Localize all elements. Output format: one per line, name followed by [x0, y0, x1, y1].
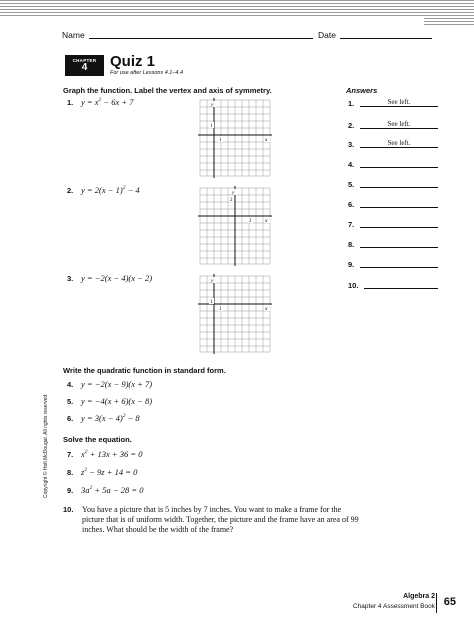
problem-4: 4. y = −2(x − 9)(x + 7)	[67, 379, 153, 389]
page-title: Quiz 1	[110, 53, 156, 70]
footer-course: Algebra 2	[403, 593, 435, 600]
answer-row-1[interactable]: 1. See left.	[348, 96, 448, 108]
answer-value[interactable]: See left.	[387, 98, 411, 106]
answer-row-7[interactable]: 7.	[348, 217, 448, 229]
graph-grid-2[interactable]	[198, 186, 272, 266]
answer-row-2[interactable]: 2. See left.	[348, 118, 448, 130]
problem-10: 10. You have a picture that is 5 inches by 7 inches. You want to make a frame for the picture that is of uniform width. Together, the picture and the frame have an area of 99 inches. What should be the width of the frame?	[63, 505, 363, 535]
answer-row-9[interactable]: 9.	[348, 257, 448, 269]
x-axis-label: x	[265, 218, 268, 224]
date-label: Date	[318, 30, 336, 40]
y-axis-label: y	[211, 102, 214, 108]
section-graph-heading: Graph the function. Label the vertex and axis of symmetry.	[63, 86, 272, 95]
x-tick-label: 2	[249, 219, 252, 224]
problem-7: 7. $x^2 + 13x + 36 = 0$	[67, 449, 143, 459]
page-subtitle: For use after Lessons 4.1–4.4	[110, 70, 184, 76]
y-tick-label: 2	[230, 198, 233, 203]
footer-book: Chapter 4 Assessment Book	[352, 603, 435, 610]
problem-2: 2. $y = 2(x - 1)^2 - 4$	[67, 185, 140, 195]
problem-5: 5. y = −4(x + 6)(x − 8)	[67, 396, 153, 406]
graph-grid-3[interactable]	[198, 274, 272, 354]
answers-heading: Answers	[346, 86, 378, 95]
copyright-notice: Copyright © Holt McDougal. All rights reserved.	[43, 393, 49, 498]
answer-row-6[interactable]: 6.	[348, 197, 448, 209]
answer-row-3[interactable]: 3. See left.	[348, 137, 448, 149]
problem-3: 3. y = −2(x − 4)(x − 2)	[67, 273, 153, 283]
chapter-badge	[65, 55, 104, 76]
problem-8: 8. $z^2 - 9z + 14 = 0$	[67, 467, 138, 477]
x-tick-label: 1	[219, 307, 222, 312]
section-standard-heading: Write the quadratic function in standard form.	[63, 366, 226, 375]
y-tick-label: 1	[210, 300, 213, 305]
x-tick-label: 1	[219, 138, 222, 143]
x-axis-label: x	[265, 137, 268, 143]
problem-9: 9. $3a^2 + 5a - 28 = 0$	[67, 485, 144, 495]
problem-10-text: You have a picture that is 5 inches by 7 inches. You want to make a frame for the picture that is of uniform width. Together, the picture and the frame have an area of 99 inches. What should be the width of the frame?	[82, 505, 359, 534]
problem-6: 6. $y = 3(x - 4)^2 - 8$	[67, 413, 140, 423]
y-axis-label: y	[211, 278, 214, 284]
answer-value[interactable]: See left.	[387, 139, 411, 147]
y-tick-label: 1	[210, 124, 213, 129]
page-number: 65	[443, 596, 456, 608]
chapter-word: CHAPTER	[72, 58, 97, 63]
section-solve-heading: Solve the equation.	[63, 435, 132, 444]
header-stripes	[0, 0, 474, 18]
answer-row-4[interactable]: 4.	[348, 157, 448, 169]
header-stripes-corner	[424, 18, 474, 26]
answer-row-10[interactable]: 10.	[348, 278, 448, 290]
chapter-number: 4	[81, 62, 88, 73]
answer-value[interactable]: See left.	[387, 120, 411, 128]
answer-row-5[interactable]: 5.	[348, 177, 448, 189]
problem-1: 1. $y = x^2 - 6x + 7$	[67, 97, 134, 107]
name-blank[interactable]	[89, 38, 313, 39]
answer-row-8[interactable]: 8.	[348, 237, 448, 249]
graph-grid-1[interactable]	[198, 98, 272, 178]
y-axis-label: y	[232, 190, 235, 196]
date-field[interactable]	[318, 30, 432, 40]
x-axis-label: x	[265, 306, 268, 312]
footer-divider	[436, 593, 437, 613]
date-blank[interactable]	[340, 38, 432, 39]
name-label: Name	[62, 30, 85, 40]
name-field[interactable]	[62, 30, 313, 40]
